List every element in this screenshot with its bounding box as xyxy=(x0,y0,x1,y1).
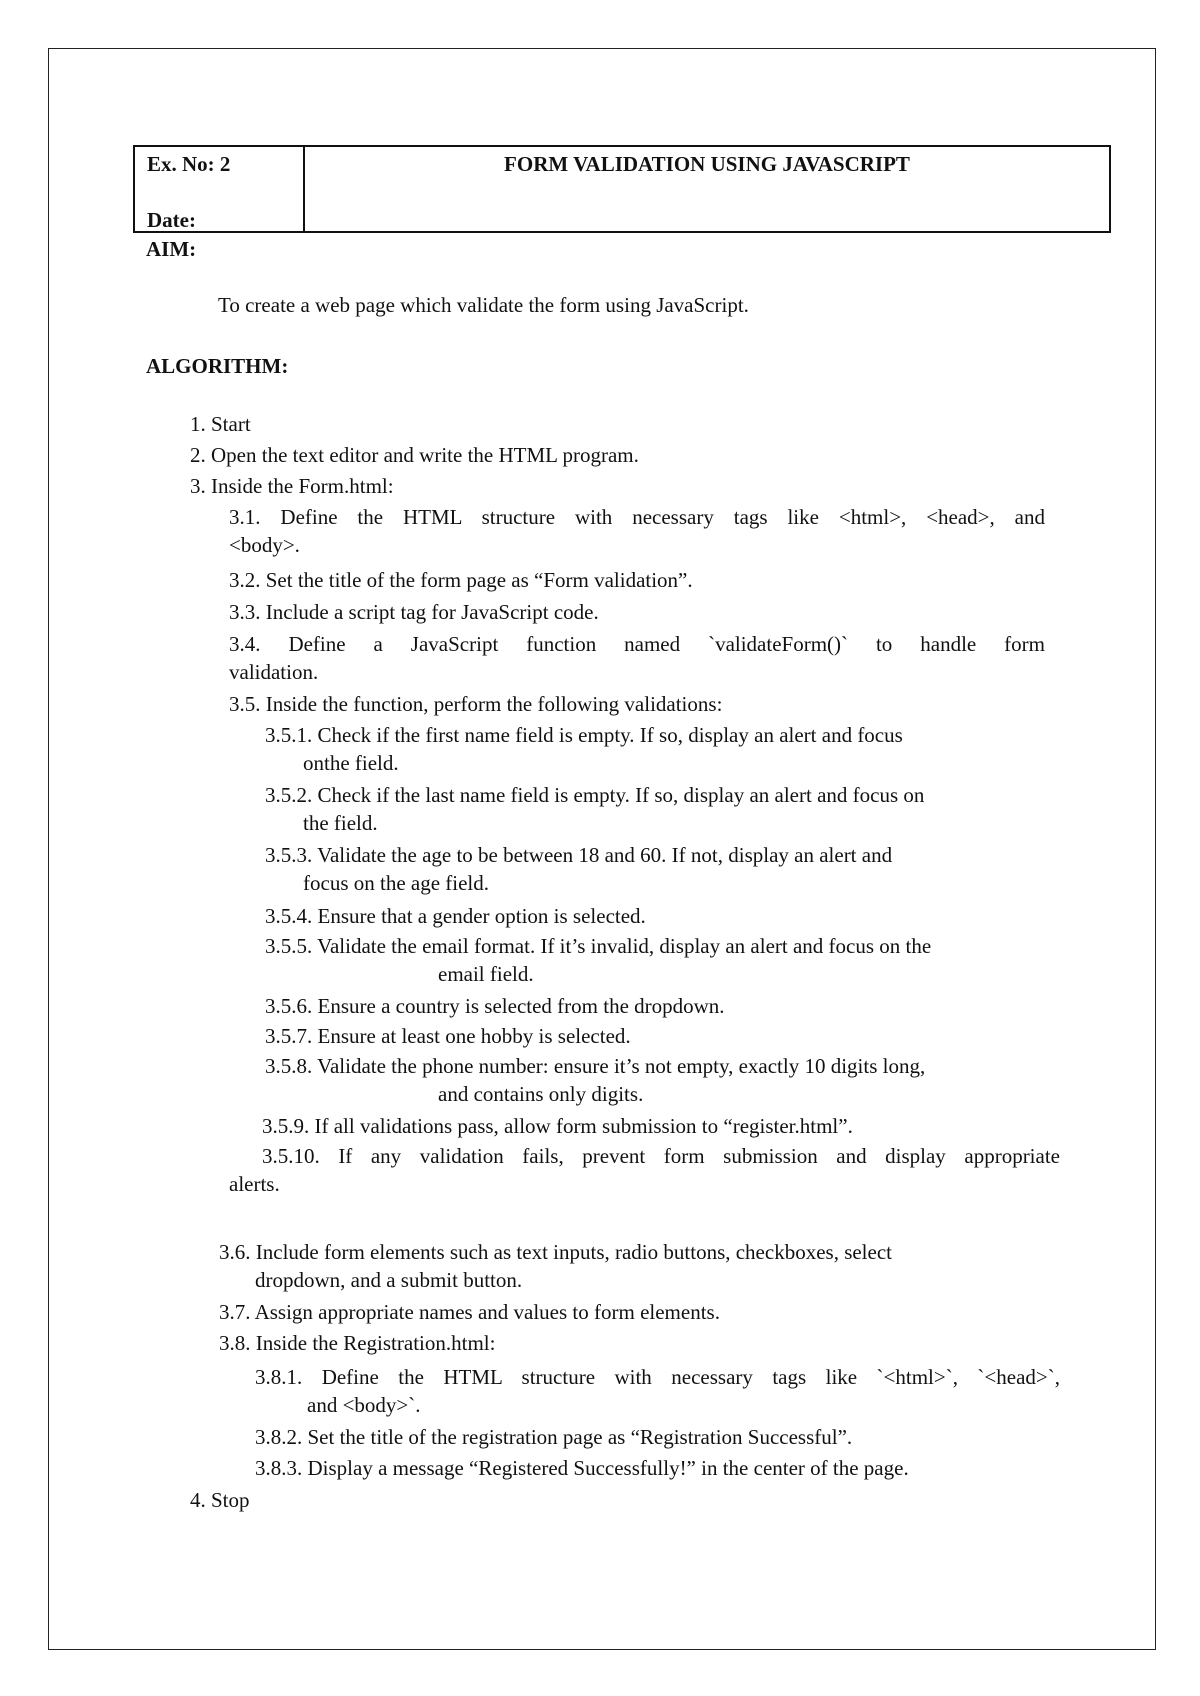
step-3-4-cont: validation. xyxy=(229,660,319,684)
aim-text: To create a web page which validate the form using JavaScript. xyxy=(218,293,749,317)
step-3-3: 3.3. Include a script tag for JavaScript code. xyxy=(229,600,599,624)
step-3-6-cont: dropdown, and a submit button. xyxy=(255,1268,523,1292)
step-3-2: 3.2. Set the title of the form page as “Form validation”. xyxy=(229,568,693,592)
step-3-5-8: 3.5.8. Validate the phone number: ensure it’s not empty, exactly 10 digits long, xyxy=(265,1054,926,1078)
algorithm-heading: ALGORITHM: xyxy=(146,354,289,378)
step-3-5-3: 3.5.3. Validate the age to be between 18 and 60. If not, display an alert and xyxy=(265,843,893,867)
step-3-8-1-cont: and <body>`. xyxy=(307,1393,421,1417)
step-3-1-cont: <body>. xyxy=(229,533,300,557)
header-right-cell xyxy=(305,147,1109,231)
exercise-number: Ex. No: 2 xyxy=(147,152,231,176)
step-4: 4. Stop xyxy=(190,1488,250,1512)
step-3-5-5: 3.5.5. Validate the email format. If it’s invalid, display an alert and focus on the xyxy=(265,934,932,958)
step-3-5-2: 3.5.2. Check if the last name field is empty. If so, display an alert and focus on xyxy=(265,783,925,807)
step-3-5-8-cont: and contains only digits. xyxy=(438,1082,644,1106)
step-1: 1. Start xyxy=(190,412,251,436)
step-3-8-2: 3.8.2. Set the title of the registration page as “Registration Successful”. xyxy=(255,1425,853,1449)
step-3-5-6: 3.5.6. Ensure a country is selected from the dropdown. xyxy=(265,994,725,1018)
step-3-5-4: 3.5.4. Ensure that a gender option is selected. xyxy=(265,904,646,928)
step-3-5-1: 3.5.1. Check if the first name field is empty. If so, display an alert and focus xyxy=(265,723,903,747)
step-3-8: 3.8. Inside the Registration.html: xyxy=(219,1331,496,1355)
step-2: 2. Open the text editor and write the HTML program. xyxy=(190,443,639,467)
step-3-5-9: 3.5.9. If all validations pass, allow form submission to “register.html”. xyxy=(262,1114,853,1138)
document-title: FORM VALIDATION USING JAVASCRIPT xyxy=(504,152,910,176)
step-3-5-10-cont: alerts. xyxy=(229,1172,280,1196)
step-3-4: 3.4. Define a JavaScript function named `validateForm()` to handle form xyxy=(229,632,1045,656)
step-3-5-7: 3.5.7. Ensure at least one hobby is selected. xyxy=(265,1024,631,1048)
step-3-5-3-cont: focus on the age field. xyxy=(303,871,490,895)
step-3-5: 3.5. Inside the function, perform the following validations: xyxy=(229,692,723,716)
step-3-5-10: 3.5.10. If any validation fails, prevent form submission and display appropriate xyxy=(262,1144,1060,1168)
date-label: Date: xyxy=(147,208,196,232)
step-3-8-3: 3.8.3. Display a message “Registered Successfully!” in the center of the page. xyxy=(255,1456,909,1480)
header-table xyxy=(133,145,1111,233)
step-3-5-5-cont: email field. xyxy=(438,962,534,986)
step-3-1: 3.1. Define the HTML structure with necessary tags like <html>, <head>, and xyxy=(229,505,1045,529)
header-left-cell xyxy=(135,147,305,231)
step-3-5-1-cont: onthe field. xyxy=(303,751,399,775)
step-3-6: 3.6. Include form elements such as text inputs, radio buttons, checkboxes, select xyxy=(219,1240,892,1264)
step-3-7: 3.7. Assign appropriate names and values to form elements. xyxy=(219,1300,720,1324)
step-3: 3. Inside the Form.html: xyxy=(190,474,394,498)
aim-heading: AIM: xyxy=(146,237,197,261)
step-3-8-1: 3.8.1. Define the HTML structure with necessary tags like `<html>`, `<head>`, xyxy=(255,1365,1060,1389)
step-3-5-2-cont: the field. xyxy=(303,811,378,835)
